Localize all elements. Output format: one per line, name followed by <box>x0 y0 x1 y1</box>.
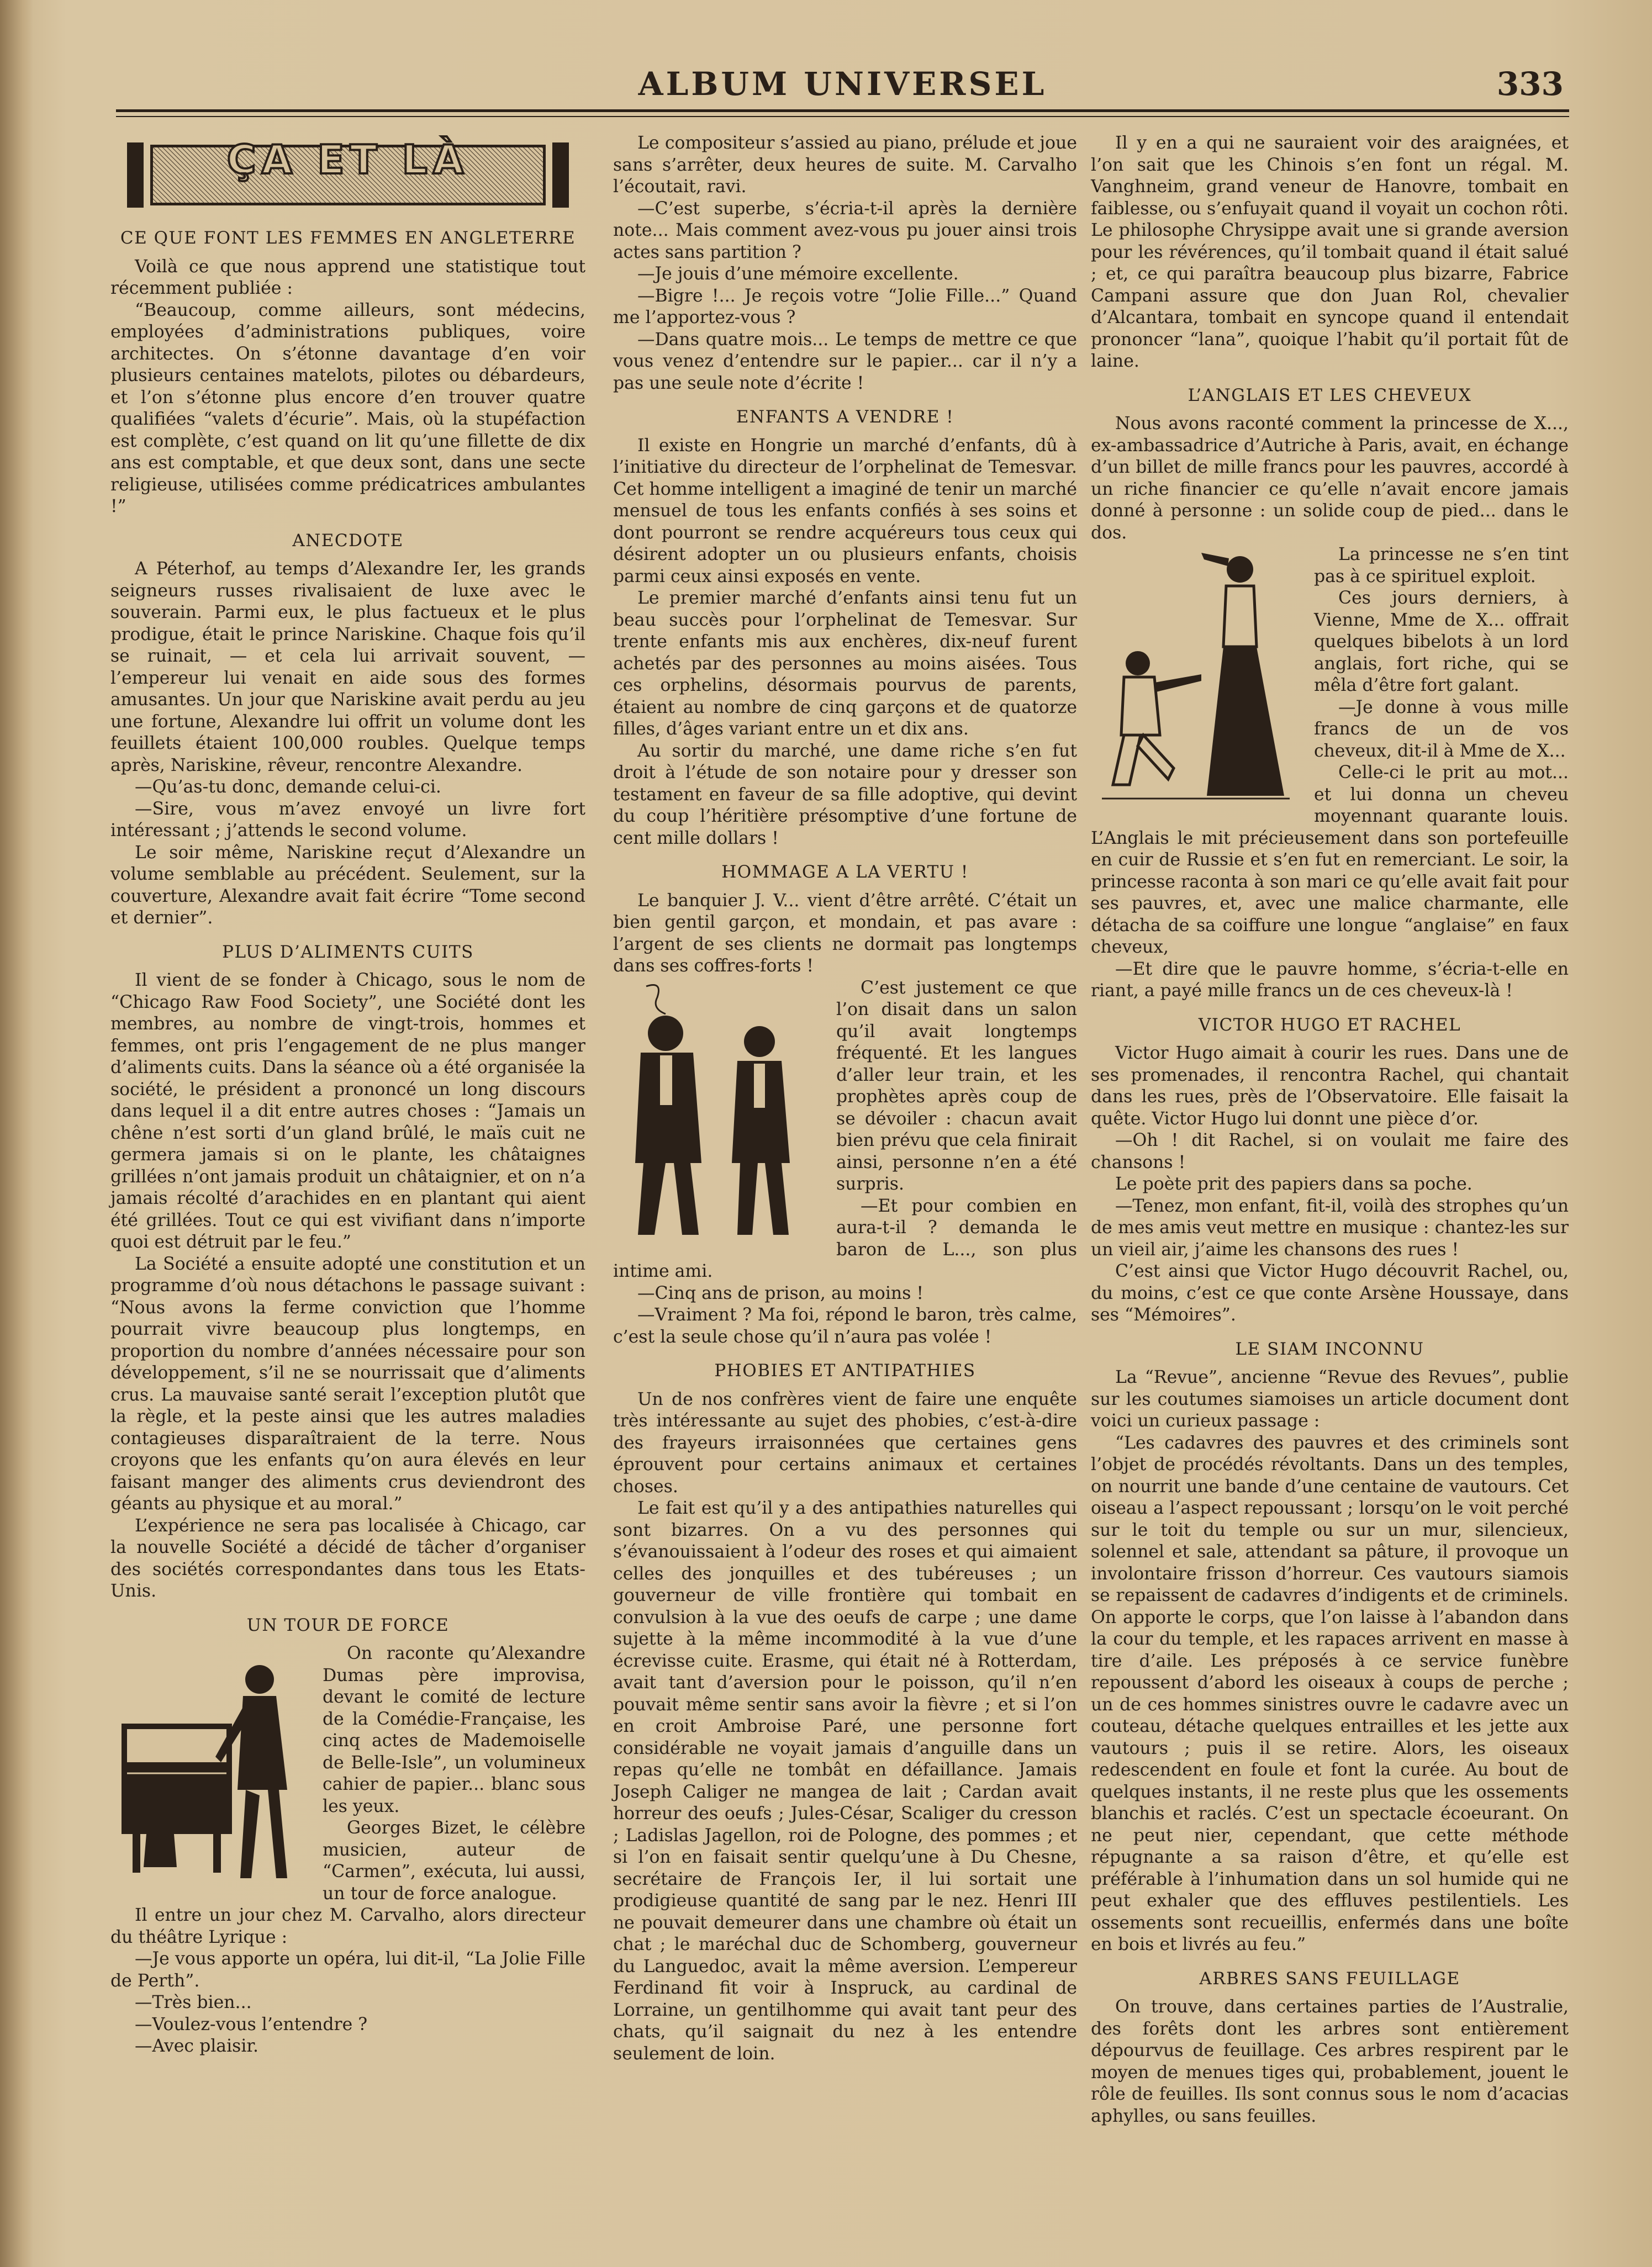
article-paragraph: —Très bien... <box>135 1993 252 2012</box>
article-paragraph: —C’est superbe, s’écria-t-il après la dernière note... Mais comment avez-vous pu jouer ainsi trois actes sans partition ? <box>613 198 1077 262</box>
article-paragraph: La “Revue”, ancienne “Revue des Revues”, publie sur les coutumes siamoises un article document dont voici un curieux passage : <box>1091 1367 1569 1431</box>
page-edge <box>0 0 33 2267</box>
article-paragraph: Georges Bizet, le célèbre musicien, auteur de “Carmen”, exécuta, lui aussi, un tour de force analogue. <box>323 1818 585 1904</box>
article-paragraph: —Sire, vous m’avez envoyé un livre fort intéressant ; j’attends le second volume. <box>110 799 585 841</box>
article-paragraph: —Je jouis d’une mémoire excellente. <box>637 264 959 284</box>
article-paragraph: —Je vous apporte un opéra, lui dit-il, “La Jolie Fille de Perth”. <box>110 1949 585 1991</box>
article-title: PLUS D’ALIMENTS CUITS <box>222 942 474 962</box>
page-number: 333 <box>1496 65 1564 103</box>
article-paragraph: La Société a ensuite adopté une constitution et un programme d’où nous détachons le passage suivant : “Nous avons la ferme conviction que l’homme pourrait vivre beaucoup plus longtemps, en proportion du nombre d’années nécessaire pour son développement, s’il ne se nourrissait que d’aliments crus. La mauvaise santé serait l’exception plutôt que la règle, et la peste ainsi que les autres maladies contagieuses disparaîtraient de la terre. Nous croyons que les enfants qu’on aura élevés en leur faisant manger des aliments crus deviendront des géants au physique et au moral.” <box>110 1254 585 1514</box>
section-banner <box>127 136 569 208</box>
article-paragraph: Ces jours derniers, à Vienne, Mme de X... offrait quelques bibelots à un lord anglais, fort riche, qui se mêla d’être fort galant. <box>1314 588 1569 695</box>
article-paragraph: Voilà ce que nous apprend une statistique tout récemment publiée : <box>110 256 585 298</box>
article-paragraph: Le compositeur s’assied au piano, prélude et joue sans s’arrêter, deux heures de suite. M. Carvalho l’écoutait, ravi. <box>613 133 1077 197</box>
article-paragraph: Le premier marché d’enfants ainsi tenu fut un beau succès pour l’orphelinat de Temesvar. Sur trente enfants mis aux enchères, dix-neuf furent achetés par des personnes au moins aisées. Tous ces orphelins, désormais pourvus de parents, étaient au nombre de cinq garçons et de quatorze filles, d’âges variant entre un et dix ans. <box>613 588 1077 739</box>
article-paragraph: —Voulez-vous l’entendre ? <box>135 2014 368 2035</box>
article-paragraph: Il vient de se fonder à Chicago, sous le nom de “Chicago Raw Food Society”, une Société dont les membres, au nombre de vingt-trois, hommes et femmes, ont pris l’engagement de ne plus manger d’aliments cuits. Dans la séance où a été organisée la société, le président a prononcé un long discours dans lequel il a dit entre autres choses : “Jamais un chêne n’est sorti d’un gland brûlé, le maïs cuit ne germera jamais si on le plante, les châtaignes grillées n’ont jamais produit un châtaignier, et on n’a jamais récolté d’arachides en en plantant qui aient été grillées. Tout ce qui est vivifiant dans n’importe quoi est détruit par le feu.” <box>110 970 585 1252</box>
article-paragraph: Il existe en Hongrie un marché d’enfants, dû à l’initiative du directeur de l’orphelinat de Temesvar. Cet homme intelligent a imaginé de tenir un marché mensuel de tous les enfants confiés à ses soins et dont pourront se rendre acquéreurs tous ceux qui désirent adopter un ou plusieurs enfants, choisis parmi ceux ainsi exposés en vente. <box>613 435 1077 586</box>
article-paragraph: On raconte qu’Alexandre Dumas père improvisa, devant le comité de lecture de la Comédie-Française, les cinq actes de Mademoiselle de Belle-Isle”, un volumineux cahier de papier... blanc sous les yeux. <box>323 1644 585 1816</box>
article-paragraph: Le fait est qu’il y a des antipathies naturelles qui sont bizarres. On a vu des personnes qui s’évanouissaient à l’odeur des roses et qui aimaient celles des jonquilles et des tubéreuses ; un gouverneur de ville frontière qui tombait en convulsion à la vue des oeufs de carpe ; une dame sujette à la même incommodité à la vue d’une écrevisse cuite. Erasme, qui était né à Rotterdam, avait tant d’aversion pour le poisson, qu’il n’en pouvait même sentir sans avoir la fièvre ; et si l’on en croit Ambroise Paré, une personne fort considérable ne voyait jamais d’anguille dans un repas qu’elle ne tombât en défaillance. Jamais Joseph Caliger ne mangea de lait ; Cardan avait horreur des oeufs ; Jules-César, Scaliger du cresson ; Ladislas Jagellon, roi de Pologne, des pommes ; et si l’on en faisait sentir quelqu’une à Du Chesne, secrétaire de François Ier, il lui sortait une prodigieuse quantité de sang par le nez. Henri III ne pouvait demeurer dans une chambre où était un chat ; le maréchal duc de Schomberg, gouverneur du Languedoc, avait la même aversion. L’empereur Ferdinand fit voir à Inspruck, au cardinal de Lorraine, un gentilhomme qui avait tant peur des chats, qu’il saignait du nez à les entendre seulement de loin. <box>613 1498 1077 2064</box>
article-paragraph: —Dans quatre mois... Le temps de mettre ce que vous venez d’entendre sur le papier... car il n’y a pas une seule note d’écrite ! <box>613 329 1077 393</box>
article-paragraph: —Je donne à vous mille francs de un de vos cheveux, dit-il à Mme de X... <box>1314 697 1569 761</box>
article-paragraph: Le banquier J. V... vient d’être arrêté. C’était un bien gentil garçon, et mondain, et pas avare : l’argent de ses clients ne dormait pas longtemps dans ses coffres-forts ! <box>613 890 1077 976</box>
article-title: ARBRES SANS FEUILLAGE <box>1199 1968 1460 1989</box>
article-paragraph: Victor Hugo aimait à courir les rues. Dans une de ses promenades, il rencontra Rachel, qui chantait dans les rues, près de l’Observatoire. Elle faisait la quête. Victor Hugo lui donnt une pièce d’or. <box>1091 1043 1569 1129</box>
article-paragraph: —Oh ! dit Rachel, si on voulait me faire des chansons ! <box>1091 1130 1569 1172</box>
article-paragraph: “Beaucoup, comme ailleurs, sont médecins, employées d’administrations publiques, voire architectes. On s’étonne davantage d’en voir plusieurs centaines matelots, pilotes ou débardeurs, et l’on s’étonne plus encore d’en trouver quatre qualifiées “valets d’écurie”. Mais, où la stupéfaction est complète, c’est quand on lit qu’une fillette de dix ans est comptable, et que deux sont, dans une secte religieuse, utilisées comme prédicatrices ambulantes !” <box>110 300 585 516</box>
column-2 <box>613 133 1077 2065</box>
article-title: CE QUE FONT LES FEMMES EN ANGLETERRE <box>120 228 576 248</box>
article-paragraph: —Et dire que le pauvre homme, s’écria-t-elle en riant, a payé mille francs un de ces cheveux-là ! <box>1091 959 1569 1001</box>
article-paragraph: —Qu’as-tu donc, demande celui-ci. <box>135 777 441 797</box>
column-1 <box>110 133 585 2058</box>
article-paragraph: Il y en a qui ne sauraient voir des araignées, et l’on sait que les Chinois s’en font un régal. M. Vanghneim, grand veneur de Hanovre, tombait en faiblesse, ou s’enfuyait quand il voyait un cochon rôti. Le philosophe Chrysippe avait une si grande aversion pour les révérences, qu’il tombait quand il était salué ; et, ce qui paraîtra beaucoup plus bizarre, Fabrice Campani assure que don Juan Rol, chevalier d’Alcantara, tombait en syncope quand il entendait prononcer “lana”, quoique l’habit qu’il portait fût de laine. <box>1091 133 1569 371</box>
article-paragraph: —Vraiment ? Ma foi, répond le baron, très calme, c’est la seule chose qu’il n’aura pas volée ! <box>613 1305 1077 1347</box>
article-paragraph: —Cinq ans de prison, au moins ! <box>637 1283 924 1303</box>
article-paragraph: Nous avons raconté comment la princesse de X..., ex-ambassadrice d’Autriche à Paris, avait, en échange d’un billet de mille francs pour les pauvres, accordé à un riche financier ce qu’elle n’avait encore jamais donné à personne : un solide coup de pied... dans le dos. <box>1091 414 1569 543</box>
article-paragraph: Au sortir du marché, une dame riche s’en fut droit à l’étude de son notaire pour y dresser son testament en faveur de sa fille adoptive, qui devint du coup l’héritière présomptive d’une fortune de cent mille dollars ! <box>613 741 1077 848</box>
article-paragraph: C’est ainsi que Victor Hugo découvrit Rachel, ou, du moins, c’est ce que conte Arsène Houssaye, dans ses “Mémoires”. <box>1091 1261 1569 1325</box>
article-paragraph: —Tenez, mon enfant, fit-il, voilà des strophes qu’un de mes amis veut mettre en musique : chantez-les sur un vieil air, j’aime les chansons des rues ! <box>1091 1196 1569 1260</box>
article-title: ANECDOTE <box>292 530 404 551</box>
article-paragraph: —Avec plaisir. <box>135 2036 259 2056</box>
article-paragraph: A Péterhof, au temps d’Alexandre Ier, les grands seigneurs russes rivalisaient de luxe avec le souverain. Parmi eux, le plus factueux et le plus prodigue, était le prince Nariskine. Chaque fois qu’il se ruinait, — et cela lui arrivait souvent, —l’empereur lui venait en aide sous des formes amusantes. Un jour que Nariskine avait perdu au jeu une fortune, Alexandre lui offrit un volume dont les feuillets étaient 100,000 roubles. Quelque temps après, Nariskine, rêveur, rencontre Alexandre. <box>110 559 585 775</box>
article-paragraph: On trouve, dans certaines parties de l’Australie, des forêts dont les arbres sont entièrement dépourvus de feuillage. Ces arbres respirent par le moyen de menues tiges qui, probablement, jouent le rôle de feuilles. Ils sont connus sous le nom d’acacias aphylles, ou sans feuilles. <box>1091 1997 1569 2126</box>
article-title: L’ANGLAIS ET LES CHEVEUX <box>1187 385 1472 405</box>
page-header <box>116 65 1569 110</box>
princess-and-lord-illustration <box>1091 547 1301 807</box>
article-title: VICTOR HUGO ET RACHEL <box>1198 1014 1461 1035</box>
article-paragraph: Celle-ci le prit au mot... et lui donna un cheveu moyennant quarante louis. L’Anglais le mit précieusement dans son portefeuille en cuir de Russie et s’en fut en remerciant. Le soir, la princesse raconta à son mari ce qu’elle avait fait pour ses pauvres, et, avec une malice charmante, elle détacha de sa coiffure une longue “anglaise” en faux cheveux, <box>1091 763 1569 957</box>
header-rule-thin <box>116 116 1569 117</box>
article-title: ENFANTS A VENDRE ! <box>736 407 954 427</box>
banner-title: ÇA ET LÀ <box>226 136 469 183</box>
article-paragraph: —Et pour combien en aura-t-il ? demanda le baron de L..., son plus intime ami. <box>613 1196 1077 1281</box>
article-paragraph: La princesse ne s’en tint pas à ce spirituel exploit. <box>1314 545 1569 586</box>
article-title: UN TOUR DE FORCE <box>246 1615 450 1635</box>
article-paragraph: Un de nos confrères vient de faire une enquête très intéressante au sujet des phobies, c’est-à-dire des frayeurs irraisonnées que certaines gens éprouvent pour certains animaux et certaines choses. <box>613 1389 1077 1497</box>
article-paragraph: —Bigre !... Je reçois votre “Jolie Fille...” Quand me l’apportez-vous ? <box>613 286 1077 327</box>
article-paragraph: “Les cadavres des pauvres et des criminels sont l’objet de procédés révoltants. Dans un des temples, on nourrit une bande d’une centaine de vautours. Cet oiseau a l’aspect repoussant ; lorsqu’on le voit perché sur le toit du temple ou sur un mur, silencieux, solennel et sale, attendant sa pâture, il provoque un involontaire frisson d’horreur. Ces vautours siamois se repaissent de cadavres d’indigents et de criminels. On apporte le corps, que l’on laisse à l’abandon dans la cour du temple, et les rapaces arrivent en masse à tire d’aile. Les préposés à ce service funèbre repoussent d’abord les oiseaux à coups de perche ; un de ces hommes sinistres ouvre le cadavre avec un couteau, détache quelques entrailles et les jette aux vautours ; puis il se retire. Alors, les oiseaux redescendent en foule et font la curée. Au bout de quelques instants, il ne reste plus que les ossements blanchis et raclés. C’est un spectacle écoeurant. On ne peut nier, cependant, que cette méthode répugnante a sa raison d’être, et qu’elle est préférable à l’inhumation dans un sol humide qui ne peut exhaler que des effluves pestilentiels. Les ossements sont recueillis, enfermés dans une boîte en bois et livrés au feu.” <box>1091 1433 1569 1954</box>
article-title: PHOBIES ET ANTIPATHIES <box>714 1361 976 1381</box>
article-paragraph: C’est justement ce que l’on disait dans un salon qu’il avait longtemps fréquenté. Et les langues d’aller leur train, et les prophètes après coup de se dévoiler : chacun avait bien prévu que cela finirait ainsi, personne n’en a été surpris. <box>836 977 1077 1194</box>
two-gentlemen-illustration <box>613 981 823 1240</box>
article-paragraph: Le poète prit des papiers dans sa poche. <box>1115 1174 1472 1194</box>
article-paragraph: Il entre un jour chez M. Carvalho, alors directeur du théâtre Lyrique : <box>110 1905 585 1947</box>
article-paragraph: L’expérience ne sera pas localisée à Chicago, car la nouvelle Société a décidé de tâcher d’organiser des sociétés correspondantes dans tous les Etats-Unis. <box>110 1515 585 1601</box>
piano-illustration <box>110 1646 309 1889</box>
article-paragraph: Le soir même, Nariskine reçut d’Alexandre un volume semblable au précédent. Seulement, sur la couverture, Alexandre avait fait écrire “Tome second et dernier”. <box>110 842 585 928</box>
column-3 <box>1091 133 1569 2127</box>
magazine-title: ALBUM UNIVERSEL <box>638 65 1047 103</box>
article-title: HOMMAGE A LA VERTU ! <box>721 862 969 882</box>
article-title: LE SIAM INCONNU <box>1235 1339 1424 1359</box>
header-rule <box>116 109 1569 112</box>
